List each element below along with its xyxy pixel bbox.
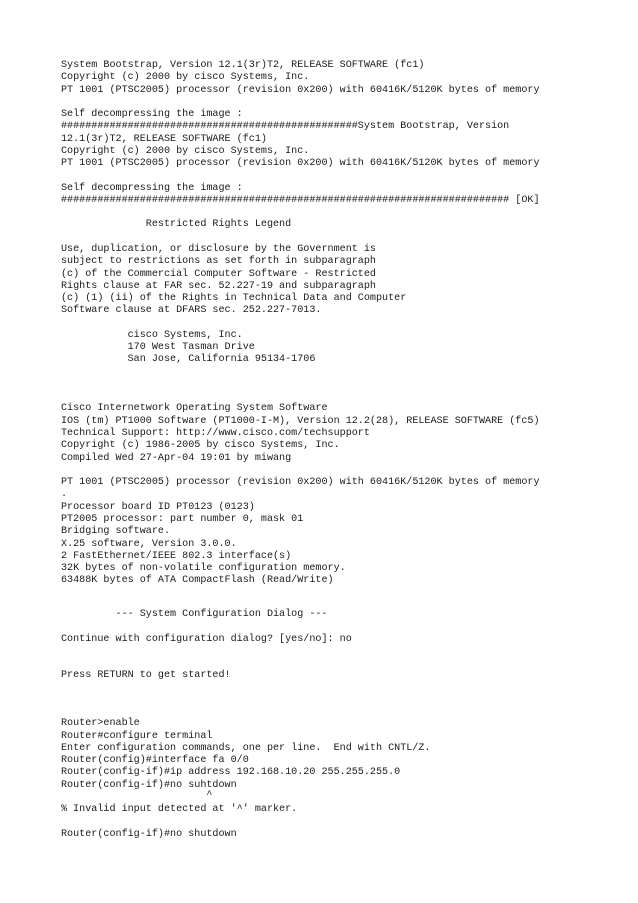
console-line: Router(config)#interface fa 0/0 <box>61 755 249 767</box>
console-line: Copyright (c) 2000 by cisco Systems, Inc. <box>61 72 310 84</box>
console-line: Copyright (c) 1986-2005 by cisco Systems, Inc. <box>61 440 340 452</box>
console-line: PT 1001 (PTSC2005) processor (revision 0x200) with 60416K/5120K bytes of memory <box>61 84 540 96</box>
console-line: Self decompressing the image : <box>61 182 243 194</box>
console-line: Copyright (c) 2000 by cisco Systems, Inc. <box>61 145 310 157</box>
console-line: Restricted Rights Legend <box>61 219 292 231</box>
console-line: 12.1(3r)T2, RELEASE SOFTWARE (fc1) <box>61 133 267 145</box>
console-line: Rights clause at FAR sec. 52.227-19 and subparagraph <box>61 280 376 292</box>
console-line: Compiled Wed 27-Apr-04 19:01 by miwang <box>61 452 292 464</box>
console-line: Press RETURN to get started! <box>61 670 231 682</box>
console-line: subject to restrictions as set forth in subparagraph <box>61 256 376 268</box>
console-line: Technical Support: http://www.cisco.com/techsupport <box>61 428 370 439</box>
console-line: Router(config-if)#no suhtdown <box>61 779 237 791</box>
console-line: 63488K bytes of ATA CompactFlash (Read/Write) <box>61 575 334 587</box>
console-line: PT 1001 (PTSC2005) processor (revision 0x200) with 60416K/5120K bytes of memory <box>61 477 540 488</box>
console-line: Router(config-if)#no shutdown <box>61 828 237 840</box>
console-line: IOS (tm) PT1000 Software (PT1000-I-M), Version 12.2(28), RELEASE SOFTWARE (fc5) <box>61 415 540 427</box>
console-line: Router#configure terminal <box>61 730 213 742</box>
console-line: --- System Configuration Dialog --- <box>61 609 328 620</box>
console-line: Router(config-if)#ip address 192.168.10.20 255.255.255.0 <box>61 767 401 779</box>
console-line: . <box>61 489 68 501</box>
console-line: Use, duplication, or disclosure by the Government is <box>61 243 376 255</box>
console-line: X.25 software, Version 3.0.0. <box>61 538 237 550</box>
console-line: #################################################System Bootstrap, Version <box>61 121 510 133</box>
console-line: Bridging software. <box>61 526 171 538</box>
console-line: (c) of the Commercial Computer Software - Restricted <box>61 268 376 280</box>
console-line: Software clause at DFARS sec. 252.227-7013. <box>61 305 322 317</box>
console-line: cisco Systems, Inc. <box>61 329 243 341</box>
console-line: Continue with configuration dialog? [yes/no]: no <box>61 633 352 645</box>
console-line: PT2005 processor: part number 0, mask 01 <box>61 513 304 525</box>
console-line: PT 1001 (PTSC2005) processor (revision 0x200) with 60416K/5120K bytes of memory <box>61 158 540 170</box>
console-line: Self decompressing the image : <box>61 109 243 120</box>
console-line: San Jose, California 95134-1706 <box>61 354 316 366</box>
console-line: Cisco Internetwork Operating System Software <box>61 403 328 415</box>
error-message: % Invalid input detected at '^' marker. <box>61 804 298 816</box>
console-line: Enter configuration commands, one per line. End with CNTL/Z. <box>61 742 431 754</box>
console-line: Router>enable <box>61 718 140 730</box>
error-caret: ^ <box>61 790 213 801</box>
console-line: ########################################################################## [OK] <box>61 194 540 206</box>
console-line: System Bootstrap, Version 12.1(3r)T2, RELEASE SOFTWARE (fc1) <box>61 60 425 71</box>
console-line: 32K bytes of non-volatile configuration memory. <box>61 563 346 575</box>
console-line: 170 West Tasman Drive <box>61 342 255 354</box>
console-output <box>61 60 621 860</box>
console-line: (c) (1) (ii) of the Rights in Technical Data and Computer <box>61 293 407 305</box>
console-line: 2 FastEthernet/IEEE 802.3 interface(s) <box>61 550 292 562</box>
console-line: Processor board ID PT0123 (0123) <box>61 501 255 513</box>
